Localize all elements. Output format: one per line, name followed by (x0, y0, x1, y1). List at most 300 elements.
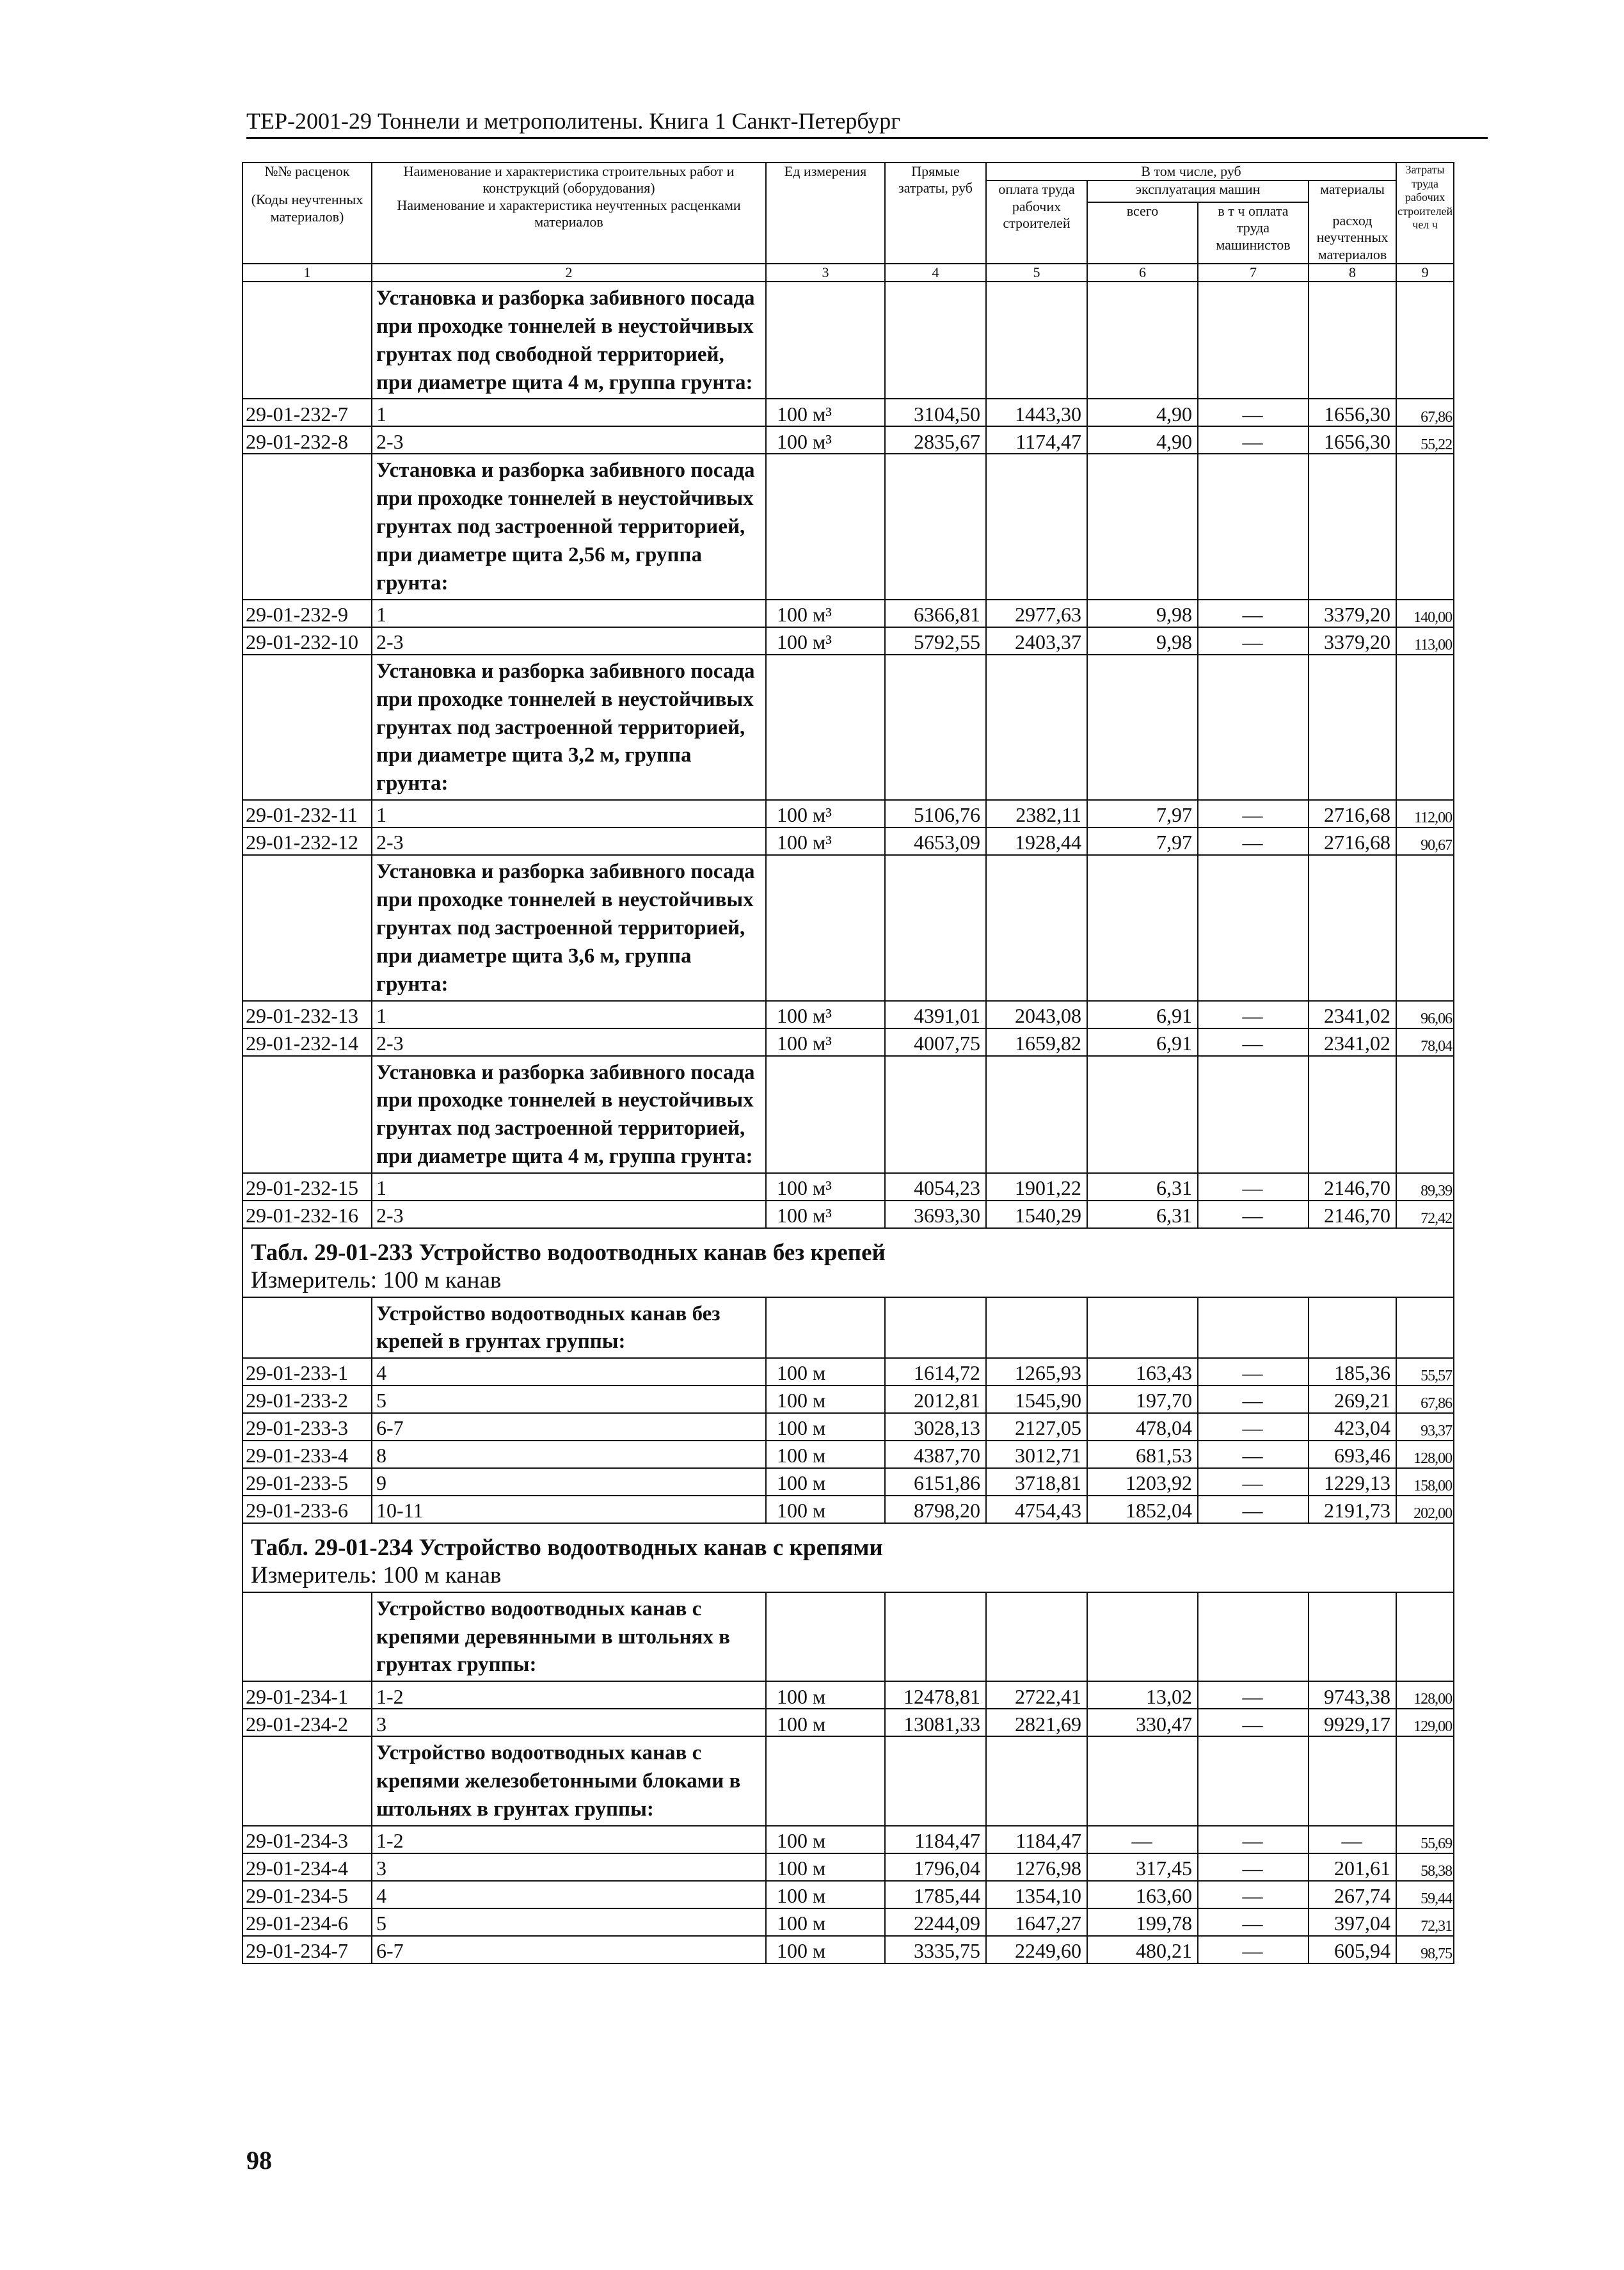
rate-code: 29-01-232-12 (243, 827, 372, 855)
rate-name: 2-3 (372, 627, 766, 655)
labor-costs: 1354,10 (986, 1881, 1087, 1908)
machinists-costs: — (1198, 1908, 1309, 1936)
empty-cell (766, 282, 885, 399)
material-costs: 9929,17 (1309, 1709, 1396, 1736)
labor-hours: 112,00 (1396, 800, 1454, 827)
labor-costs: 1443,30 (986, 399, 1087, 426)
labor-hours: 67,86 (1396, 399, 1454, 426)
machine-costs: 9,98 (1087, 600, 1198, 627)
labor-costs: 2249,60 (986, 1936, 1087, 1963)
rate-name: 6-7 (372, 1936, 766, 1963)
rate-name: 2-3 (372, 1201, 766, 1228)
machine-costs: — (1087, 1826, 1198, 1853)
header-materials (1309, 180, 1396, 264)
empty-cell (243, 1056, 372, 1174)
direct-costs: 5106,76 (885, 800, 986, 827)
empty-cell (1309, 1297, 1396, 1359)
header-work-sub: строителей чел ч (1397, 204, 1453, 232)
machinists-costs: — (1198, 600, 1309, 627)
direct-costs: 3335,75 (885, 1936, 986, 1963)
table-row (243, 1358, 1454, 1386)
direct-costs: 1184,47 (885, 1826, 986, 1853)
empty-cell (986, 1297, 1087, 1359)
direct-costs: 13081,33 (885, 1709, 986, 1736)
rate-name: 2-3 (372, 1028, 766, 1056)
header-direct: Прямые затраты, руб (885, 163, 986, 264)
machine-costs: 6,91 (1087, 1001, 1198, 1028)
machinists-costs: — (1198, 1001, 1309, 1028)
machinists-costs: — (1198, 1853, 1309, 1881)
direct-costs: 3104,50 (885, 399, 986, 426)
machinists-costs: — (1198, 1028, 1309, 1056)
header-code-label: №№ расценок (264, 163, 350, 179)
rate-name: 3 (372, 1853, 766, 1881)
empty-cell (885, 1297, 986, 1359)
machinists-costs: — (1198, 1881, 1309, 1908)
empty-cell (885, 655, 986, 800)
rate-code: 29-01-232-15 (243, 1173, 372, 1201)
machine-costs: 6,31 (1087, 1173, 1198, 1201)
empty-cell (986, 1736, 1087, 1826)
rate-code: 29-01-233-2 (243, 1386, 372, 1413)
column-number-6: 6 (1087, 264, 1198, 282)
rate-unit: 100 м (766, 1496, 885, 1523)
table-row (243, 399, 1454, 426)
machinists-costs: — (1198, 827, 1309, 855)
empty-cell (1087, 282, 1198, 399)
group-title: Установка и разборка забивного посада при проходке тоннелей в неустойчивых грунтах под застроенной территорией, при диаметре щита 3,6 м, группа грунта: (372, 855, 766, 1000)
empty-cell (885, 1592, 986, 1682)
machine-costs: 9,98 (1087, 627, 1198, 655)
rate-name: 1 (372, 800, 766, 827)
section-heading: Табл. 29-01-233 Устройство водоотводных канав без крепей (243, 1228, 1454, 1266)
rate-code: 29-01-233-6 (243, 1496, 372, 1523)
labor-hours: 98,75 (1396, 1936, 1454, 1963)
empty-cell (885, 855, 986, 1000)
rate-code: 29-01-232-13 (243, 1001, 372, 1028)
rate-name: 10-11 (372, 1496, 766, 1523)
empty-cell (766, 1297, 885, 1359)
rate-code: 29-01-233-1 (243, 1358, 372, 1386)
machinists-costs: — (1198, 1826, 1309, 1853)
column-number-9: 9 (1396, 264, 1454, 282)
group-title-row (243, 1056, 1454, 1174)
empty-cell (1309, 655, 1396, 800)
labor-costs: 1545,90 (986, 1386, 1087, 1413)
rate-unit: 100 м (766, 1881, 885, 1908)
rate-unit: 100 м (766, 1709, 885, 1736)
labor-hours: 113,00 (1396, 627, 1454, 655)
material-costs: 1229,13 (1309, 1468, 1396, 1496)
machine-costs: 197,70 (1087, 1386, 1198, 1413)
labor-hours: 128,00 (1396, 1681, 1454, 1709)
labor-hours: 90,67 (1396, 827, 1454, 855)
labor-costs: 1174,47 (986, 426, 1087, 454)
direct-costs: 1614,72 (885, 1358, 986, 1386)
labor-hours: 67,86 (1396, 1386, 1454, 1413)
rate-name: 1 (372, 600, 766, 627)
rate-name: 2-3 (372, 426, 766, 454)
empty-cell (766, 1736, 885, 1826)
section-meter: Измеритель: 100 м канав (243, 1266, 1454, 1297)
empty-cell (243, 1736, 372, 1826)
empty-cell (1396, 1297, 1454, 1359)
empty-cell (1198, 1297, 1309, 1359)
empty-cell (766, 855, 885, 1000)
labor-hours: 129,00 (1396, 1709, 1454, 1736)
column-numbers-row (243, 264, 1454, 282)
rate-name: 1 (372, 1173, 766, 1201)
empty-cell (766, 454, 885, 599)
table-row (243, 1028, 1454, 1056)
machine-costs: 6,31 (1087, 1201, 1198, 1228)
rate-code: 29-01-234-1 (243, 1681, 372, 1709)
group-title-row (243, 282, 1454, 399)
header-code (243, 163, 372, 264)
direct-costs: 1785,44 (885, 1881, 986, 1908)
machinists-costs: — (1198, 1358, 1309, 1386)
labor-hours: 55,69 (1396, 1826, 1454, 1853)
rate-unit: 100 м³ (766, 600, 885, 627)
table-row (243, 1936, 1454, 1963)
column-number-1: 1 (243, 264, 372, 282)
rate-unit: 100 м³ (766, 827, 885, 855)
labor-hours: 72,31 (1396, 1908, 1454, 1936)
rate-unit: 100 м (766, 1853, 885, 1881)
machine-costs: 163,60 (1087, 1881, 1198, 1908)
direct-costs: 6366,81 (885, 600, 986, 627)
machinists-costs: — (1198, 1201, 1309, 1228)
rate-unit: 100 м (766, 1386, 885, 1413)
header-name-label: Наименование и характеристика строительных работ и конструкций (оборудования) (403, 163, 735, 196)
empty-cell (1198, 855, 1309, 1000)
rate-name: 5 (372, 1386, 766, 1413)
rate-unit: 100 м (766, 1936, 885, 1963)
empty-cell (1087, 1592, 1198, 1682)
rate-code: 29-01-232-16 (243, 1201, 372, 1228)
rate-unit: 100 м (766, 1826, 885, 1853)
table-row (243, 600, 1454, 627)
header-work-label: Затраты труда рабочих (1405, 163, 1445, 204)
rate-name: 9 (372, 1468, 766, 1496)
rate-name: 5 (372, 1908, 766, 1936)
rate-name: 1-2 (372, 1681, 766, 1709)
table-row (243, 1468, 1454, 1496)
material-costs: 423,04 (1309, 1413, 1396, 1441)
empty-cell (1396, 454, 1454, 599)
rate-code: 29-01-232-10 (243, 627, 372, 655)
labor-hours: 72,42 (1396, 1201, 1454, 1228)
table-row (243, 800, 1454, 827)
direct-costs: 2244,09 (885, 1908, 986, 1936)
material-costs: — (1309, 1826, 1396, 1853)
header-name-sub: Наименование и характеристика неучтенных расценками материалов (397, 196, 741, 230)
rate-code: 29-01-234-4 (243, 1853, 372, 1881)
column-number-8: 8 (1309, 264, 1396, 282)
empty-cell (243, 454, 372, 599)
empty-cell (885, 1736, 986, 1826)
machine-costs: 317,45 (1087, 1853, 1198, 1881)
empty-cell (986, 855, 1087, 1000)
empty-cell (243, 1297, 372, 1359)
table-row (243, 1201, 1454, 1228)
group-title: Установка и разборка забивного посада при проходке тоннелей в неустойчивых грунтах под застроенной территорией, при диаметре щита 3,2 м, группа грунта: (372, 655, 766, 800)
rate-code: 29-01-234-3 (243, 1826, 372, 1853)
labor-hours: 89,39 (1396, 1173, 1454, 1201)
header-machinists: в т ч оплата труда машинистов (1198, 202, 1309, 264)
material-costs: 1656,30 (1309, 426, 1396, 454)
empty-cell (243, 1592, 372, 1682)
labor-costs: 2403,37 (986, 627, 1087, 655)
rate-code: 29-01-232-9 (243, 600, 372, 627)
header-name (372, 163, 766, 264)
section-meter: Измеритель: 100 м канав (243, 1561, 1454, 1592)
empty-cell (1198, 655, 1309, 800)
empty-cell (1198, 1736, 1309, 1826)
header-machines-total: всего (1087, 202, 1198, 264)
empty-cell (1087, 855, 1198, 1000)
labor-costs: 2043,08 (986, 1001, 1087, 1028)
empty-cell (1396, 282, 1454, 399)
rate-unit: 100 м³ (766, 1001, 885, 1028)
column-number-3: 3 (766, 264, 885, 282)
rate-code: 29-01-232-11 (243, 800, 372, 827)
empty-cell (1309, 1736, 1396, 1826)
empty-cell (1396, 655, 1454, 800)
material-costs: 2716,68 (1309, 827, 1396, 855)
table-row (243, 1709, 1454, 1736)
labor-costs: 1540,29 (986, 1201, 1087, 1228)
rate-code: 29-01-233-3 (243, 1413, 372, 1441)
header-group: В том числе, руб (986, 163, 1396, 180)
labor-hours: 58,38 (1396, 1853, 1454, 1881)
machine-costs: 6,91 (1087, 1028, 1198, 1056)
labor-costs: 3718,81 (986, 1468, 1087, 1496)
machine-costs: 330,47 (1087, 1709, 1198, 1736)
direct-costs: 2835,67 (885, 426, 986, 454)
table-row (243, 1413, 1454, 1441)
material-costs: 2341,02 (1309, 1028, 1396, 1056)
material-costs: 693,46 (1309, 1441, 1396, 1468)
empty-cell (1309, 855, 1396, 1000)
group-title-row (243, 855, 1454, 1000)
labor-costs: 4754,43 (986, 1496, 1087, 1523)
table-row (243, 627, 1454, 655)
table-row (243, 1441, 1454, 1468)
direct-costs: 4653,09 (885, 827, 986, 855)
section-meter-row (243, 1266, 1454, 1297)
labor-hours: 59,44 (1396, 1881, 1454, 1908)
labor-costs: 1276,98 (986, 1853, 1087, 1881)
material-costs: 2146,70 (1309, 1201, 1396, 1228)
group-title-row (243, 1297, 1454, 1359)
table-row (243, 1173, 1454, 1201)
labor-hours: 78,04 (1396, 1028, 1454, 1056)
machine-costs: 7,97 (1087, 827, 1198, 855)
direct-costs: 8798,20 (885, 1496, 986, 1523)
empty-cell (1309, 1592, 1396, 1682)
machinists-costs: — (1198, 1413, 1309, 1441)
header-materials-label: материалы (1320, 181, 1385, 198)
labor-costs: 3012,71 (986, 1441, 1087, 1468)
labor-costs: 1928,44 (986, 827, 1087, 855)
empty-cell (1198, 282, 1309, 399)
direct-costs: 5792,55 (885, 627, 986, 655)
rate-name: 1-2 (372, 1826, 766, 1853)
machinists-costs: — (1198, 1441, 1309, 1468)
table-row (243, 1681, 1454, 1709)
rate-name: 4 (372, 1881, 766, 1908)
empty-cell (885, 1056, 986, 1174)
direct-costs: 4391,01 (885, 1001, 986, 1028)
rate-code: 29-01-233-5 (243, 1468, 372, 1496)
header-row-1 (243, 163, 1454, 180)
machinists-costs: — (1198, 627, 1309, 655)
group-title: Установка и разборка забивного посада при проходке тоннелей в неустойчивых грунтах под застроенной территорией, при диаметре щита 4 м, группа грунта: (372, 1056, 766, 1174)
empty-cell (766, 1592, 885, 1682)
rate-name: 4 (372, 1358, 766, 1386)
table-row (243, 1881, 1454, 1908)
machinists-costs: — (1198, 1386, 1309, 1413)
empty-cell (1198, 1056, 1309, 1174)
header-unit: Ед измерения (766, 163, 885, 264)
empty-cell (1087, 1736, 1198, 1826)
rate-unit: 100 м (766, 1358, 885, 1386)
rate-name: 6-7 (372, 1413, 766, 1441)
rate-code: 29-01-234-5 (243, 1881, 372, 1908)
rate-unit: 100 м³ (766, 627, 885, 655)
rate-name: 8 (372, 1441, 766, 1468)
group-title: Устройство водоотводных канав с крепями деревянными в штольнях в грунтах группы: (372, 1592, 766, 1682)
empty-cell (1087, 1297, 1198, 1359)
labor-hours: 128,00 (1396, 1441, 1454, 1468)
group-title-row (243, 1736, 1454, 1826)
column-number-5: 5 (986, 264, 1087, 282)
direct-costs: 3028,13 (885, 1413, 986, 1441)
empty-cell (885, 454, 986, 599)
rate-name: 3 (372, 1709, 766, 1736)
machinists-costs: — (1198, 1496, 1309, 1523)
group-title-row (243, 1592, 1454, 1682)
rate-unit: 100 м (766, 1468, 885, 1496)
table-row (243, 426, 1454, 454)
page-header: ТЕР-2001-29 Тоннели и метрополитены. Книга 1 Санкт-Петербург (246, 108, 1488, 139)
material-costs: 185,36 (1309, 1358, 1396, 1386)
empty-cell (986, 1592, 1087, 1682)
material-costs: 605,94 (1309, 1936, 1396, 1963)
empty-cell (1198, 454, 1309, 599)
labor-hours: 55,57 (1396, 1358, 1454, 1386)
table-row (243, 827, 1454, 855)
empty-cell (986, 655, 1087, 800)
machine-costs: 7,97 (1087, 800, 1198, 827)
material-costs: 269,21 (1309, 1386, 1396, 1413)
rate-unit: 100 м³ (766, 800, 885, 827)
material-costs: 397,04 (1309, 1908, 1396, 1936)
table-row (243, 1001, 1454, 1028)
material-costs: 3379,20 (1309, 627, 1396, 655)
column-number-4: 4 (885, 264, 986, 282)
rate-unit: 100 м³ (766, 1201, 885, 1228)
labor-hours: 55,22 (1396, 426, 1454, 454)
empty-cell (766, 1056, 885, 1174)
section-heading-row (243, 1228, 1454, 1266)
header-materials-sub: расход неучтенных материалов (1316, 212, 1389, 262)
direct-costs: 4007,75 (885, 1028, 986, 1056)
rate-code: 29-01-234-2 (243, 1709, 372, 1736)
empty-cell (1198, 1592, 1309, 1682)
empty-cell (986, 282, 1087, 399)
column-number-2: 2 (372, 264, 766, 282)
material-costs: 2191,73 (1309, 1496, 1396, 1523)
rates-table (242, 162, 1454, 1964)
direct-costs: 6151,86 (885, 1468, 986, 1496)
rate-unit: 100 м (766, 1413, 885, 1441)
machine-costs: 13,02 (1087, 1681, 1198, 1709)
material-costs: 9743,38 (1309, 1681, 1396, 1709)
empty-cell (1396, 855, 1454, 1000)
material-costs: 2146,70 (1309, 1173, 1396, 1201)
material-costs: 3379,20 (1309, 600, 1396, 627)
rate-unit: 100 м³ (766, 1173, 885, 1201)
empty-cell (243, 855, 372, 1000)
machinists-costs: — (1198, 1681, 1309, 1709)
machine-costs: 4,90 (1087, 426, 1198, 454)
labor-hours: 93,37 (1396, 1413, 1454, 1441)
header-exploitation: эксплуатация машин (1087, 180, 1309, 202)
empty-cell (986, 1056, 1087, 1174)
empty-cell (243, 282, 372, 399)
section-heading-row (243, 1523, 1454, 1561)
direct-costs: 4054,23 (885, 1173, 986, 1201)
header-work (1396, 163, 1454, 264)
table-row (243, 1496, 1454, 1523)
labor-costs: 2977,63 (986, 600, 1087, 627)
direct-costs: 3693,30 (885, 1201, 986, 1228)
labor-costs: 2127,05 (986, 1413, 1087, 1441)
labor-costs: 1184,47 (986, 1826, 1087, 1853)
empty-cell (1309, 454, 1396, 599)
labor-hours: 158,00 (1396, 1468, 1454, 1496)
material-costs: 2716,68 (1309, 800, 1396, 827)
machine-costs: 478,04 (1087, 1413, 1198, 1441)
rate-code: 29-01-234-7 (243, 1936, 372, 1963)
table-row (243, 1826, 1454, 1853)
machinists-costs: — (1198, 426, 1309, 454)
labor-costs: 2722,41 (986, 1681, 1087, 1709)
direct-costs: 1796,04 (885, 1853, 986, 1881)
rate-unit: 100 м³ (766, 1028, 885, 1056)
column-number-7: 7 (1198, 264, 1309, 282)
material-costs: 1656,30 (1309, 399, 1396, 426)
empty-cell (1309, 1056, 1396, 1174)
empty-cell (1087, 454, 1198, 599)
direct-costs: 12478,81 (885, 1681, 986, 1709)
rate-code: 29-01-233-4 (243, 1441, 372, 1468)
machinists-costs: — (1198, 1173, 1309, 1201)
rate-code: 29-01-234-6 (243, 1908, 372, 1936)
machine-costs: 1852,04 (1087, 1496, 1198, 1523)
group-title: Устройство водоотводных канав без крепей в грунтах группы: (372, 1297, 766, 1359)
page-number: 98 (246, 2146, 272, 2175)
empty-cell (986, 454, 1087, 599)
direct-costs: 4387,70 (885, 1441, 986, 1468)
empty-cell (885, 282, 986, 399)
group-title: Устройство водоотводных канав с крепями железобетонными блоками в штольнях в грунтах группы: (372, 1736, 766, 1826)
rate-name: 1 (372, 1001, 766, 1028)
machinists-costs: — (1198, 1936, 1309, 1963)
group-title-row (243, 655, 1454, 800)
